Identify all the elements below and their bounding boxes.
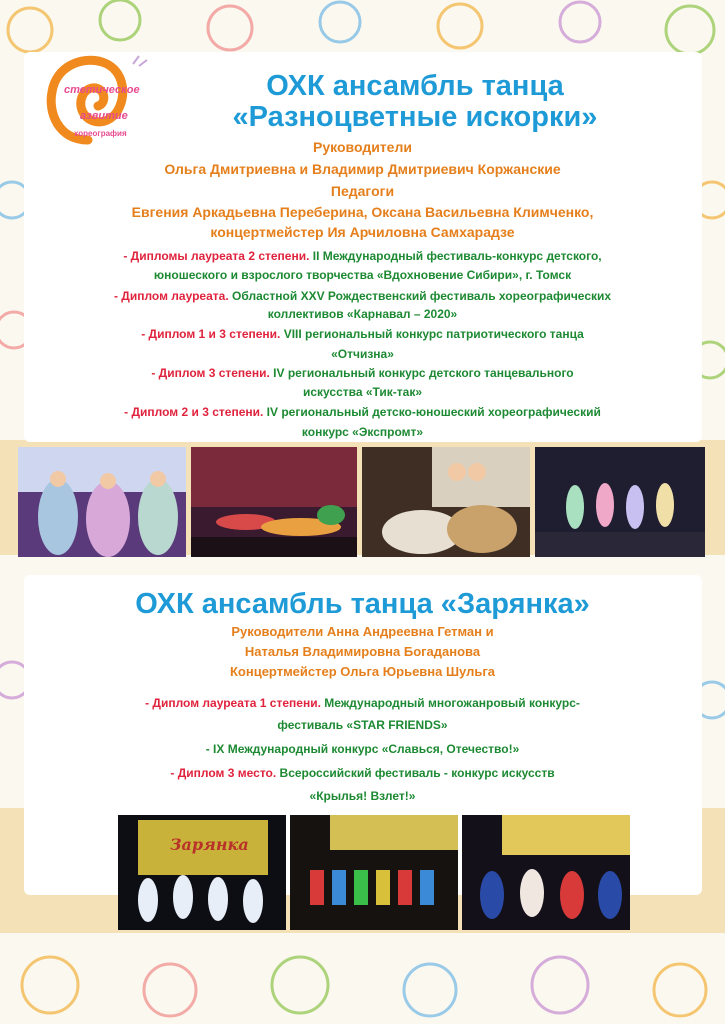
logo-word-1: стетическое — [64, 84, 140, 96]
ensemble2-title: ОХК ансамбль танца «Зарянка» — [135, 588, 590, 620]
logo-caption: хореография — [74, 129, 127, 138]
ballet-dancers-stage-photo — [535, 447, 705, 557]
award-label: - Диплом лауреата 1 степени. — [145, 696, 321, 710]
ensemble1-teachers-names: Евгения Аркадьевна Переберина, Оксана Васильевна Климченко, — [131, 204, 594, 220]
award-label: - Диплом 1 и 3 степени. — [141, 327, 281, 341]
colorful-costume-line-photo — [290, 815, 458, 930]
ensemble1-award-1 — [40, 247, 685, 265]
ensemble1-title-line1: ОХК ансамбль танца — [266, 70, 564, 102]
award-text: Международный многожанровый конкурс- — [320, 696, 580, 710]
ensemble2-leaders-line2: Наталья Владимировна Богаданова — [244, 644, 481, 659]
ensemble2-award-3-cont: «Крылья! Взлет!» — [309, 789, 416, 803]
award-text: Всероссийский фестиваль - конкурс искусств — [276, 766, 555, 780]
ensemble1-title-line2: «Разноцветные искорки» — [232, 101, 598, 133]
folk-costume-group-photo — [362, 447, 530, 557]
ensemble1-award-4 — [40, 364, 685, 382]
award-label: - Диплом 3 место. — [170, 766, 277, 780]
ensemble1-award-1-cont: юношеского и взрослого творчества «Вдохновение Сибири», г. Томск — [153, 268, 572, 282]
award-text: Областной XXV Рождественский фестиваль хореографических — [228, 289, 612, 303]
award-text: VIII региональный конкурс патриотического танца — [280, 327, 584, 341]
award-text: IV региональный конкурс детского танцевального — [269, 366, 574, 380]
ensemble1-award-5 — [40, 403, 685, 421]
ensemble1-teachers-label: Педагоги — [330, 183, 395, 199]
award-label: - Диплом 3 степени. — [151, 366, 270, 380]
ensemble1-award-4-cont: искусства «Тик-так» — [302, 385, 423, 399]
folk-dance-performance-photo — [462, 815, 630, 930]
ensemble1-award-2-cont: коллективов «Карнавал – 2020» — [267, 307, 458, 321]
ensemble1-award-5-cont: конкурс «Экспромт» — [301, 425, 424, 439]
ensemble1-accompanist: концертмейстер Ия Арчиловна Самхарадзе — [210, 224, 515, 240]
award-text: II Международный фестиваль-конкурс детского, — [309, 249, 602, 263]
ensemble1-award-3 — [40, 325, 685, 343]
ensemble2-award-1-cont: фестиваль «STAR FRIENDS» — [277, 718, 448, 732]
stage-sign: Зарянка — [170, 835, 249, 854]
ensemble1-award-2 — [40, 287, 685, 305]
logo-word-2: азвитие — [80, 110, 128, 122]
white-dress-dancers-photo — [118, 815, 286, 930]
ensemble1-leaders-names: Ольга Дмитриевна и Владимир Дмитриевич Коржанские — [164, 161, 561, 177]
ensemble1-award-3-cont: «Отчизна» — [331, 347, 394, 361]
stage-floor-dance-photo — [191, 447, 357, 557]
award-label: - Дипломы лауреата 2 степени. — [123, 249, 310, 263]
ensemble2-award-3 — [40, 764, 685, 782]
ensemble2-award-1 — [40, 694, 685, 712]
ensemble1-leaders-label: Руководители — [313, 139, 412, 155]
ensemble2-accompanist: Концертмейстер Ольга Юрьевна Шульга — [229, 664, 496, 679]
award-label: - Диплом 2 и 3 степени. — [124, 405, 264, 419]
award-text: IV региональный детско-юношеский хореографический — [263, 405, 601, 419]
ensemble2-award-2: - IX Международный конкурс «Славься, Отечество!» — [205, 742, 520, 756]
dancers-in-sparkly-costumes-photo — [18, 447, 186, 557]
ensemble2-leaders-line1: Руководители Анна Андреевна Гетман и — [231, 624, 494, 639]
award-label: - Диплом лауреата. — [113, 289, 229, 303]
